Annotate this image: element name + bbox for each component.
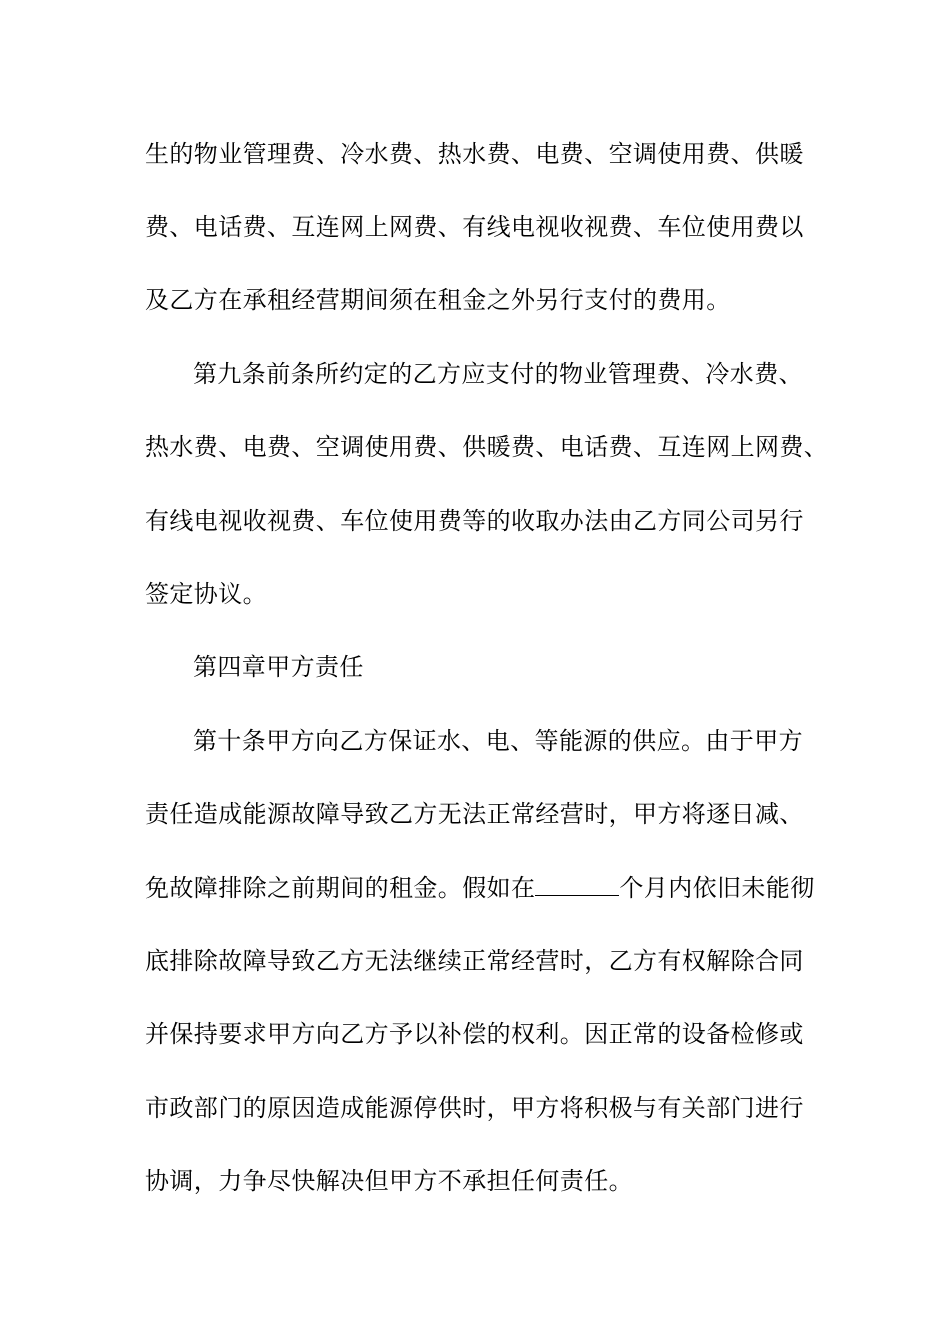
paragraph-start-line: 第十条甲方向乙方保证水、电、等能源的供应。由于甲方	[193, 727, 803, 755]
paragraph-start-line: 第九条前条所约定的乙方应支付的物业管理费、冷水费、	[193, 360, 803, 388]
chapter-heading: 第四章甲方责任	[193, 653, 364, 681]
text-line: 责任造成能源故障导致乙方无法正常经营时，甲方将逐日减、	[145, 800, 804, 828]
text-line: 生的物业管理费、冷水费、热水费、电费、空调使用费、供暖	[145, 140, 804, 168]
text-segment: 个月内依旧未能彻	[619, 874, 815, 902]
text-line: 并保持要求甲方向乙方予以补偿的权利。因正常的设备检修或	[145, 1020, 804, 1048]
text-segment: 免故障排除之前期间的租金。假如在	[145, 874, 536, 902]
text-line: 底排除故障导致乙方无法继续正常经营时，乙方有权解除合同	[145, 947, 804, 975]
text-line: 协调，力争尽快解决但甲方不承担任何责任。	[145, 1167, 633, 1195]
text-line: 费、电话费、互连网上网费、有线电视收视费、车位使用费以	[145, 213, 804, 241]
text-line: 热水费、电费、空调使用费、供暖费、电话费、互连网上网费、	[145, 433, 829, 461]
text-line: 市政部门的原因造成能源停供时，甲方将积极与有关部门进行	[145, 1094, 804, 1122]
text-line: 有线电视收视费、车位使用费等的收取办法由乙方同公司另行	[145, 507, 804, 535]
text-line: 及乙方在承租经营期间须在租金之外另行支付的费用。	[145, 286, 731, 314]
text-line: 签定协议。	[145, 580, 267, 608]
text-line-with-blank	[145, 873, 815, 903]
fill-in-blank	[535, 873, 619, 896]
